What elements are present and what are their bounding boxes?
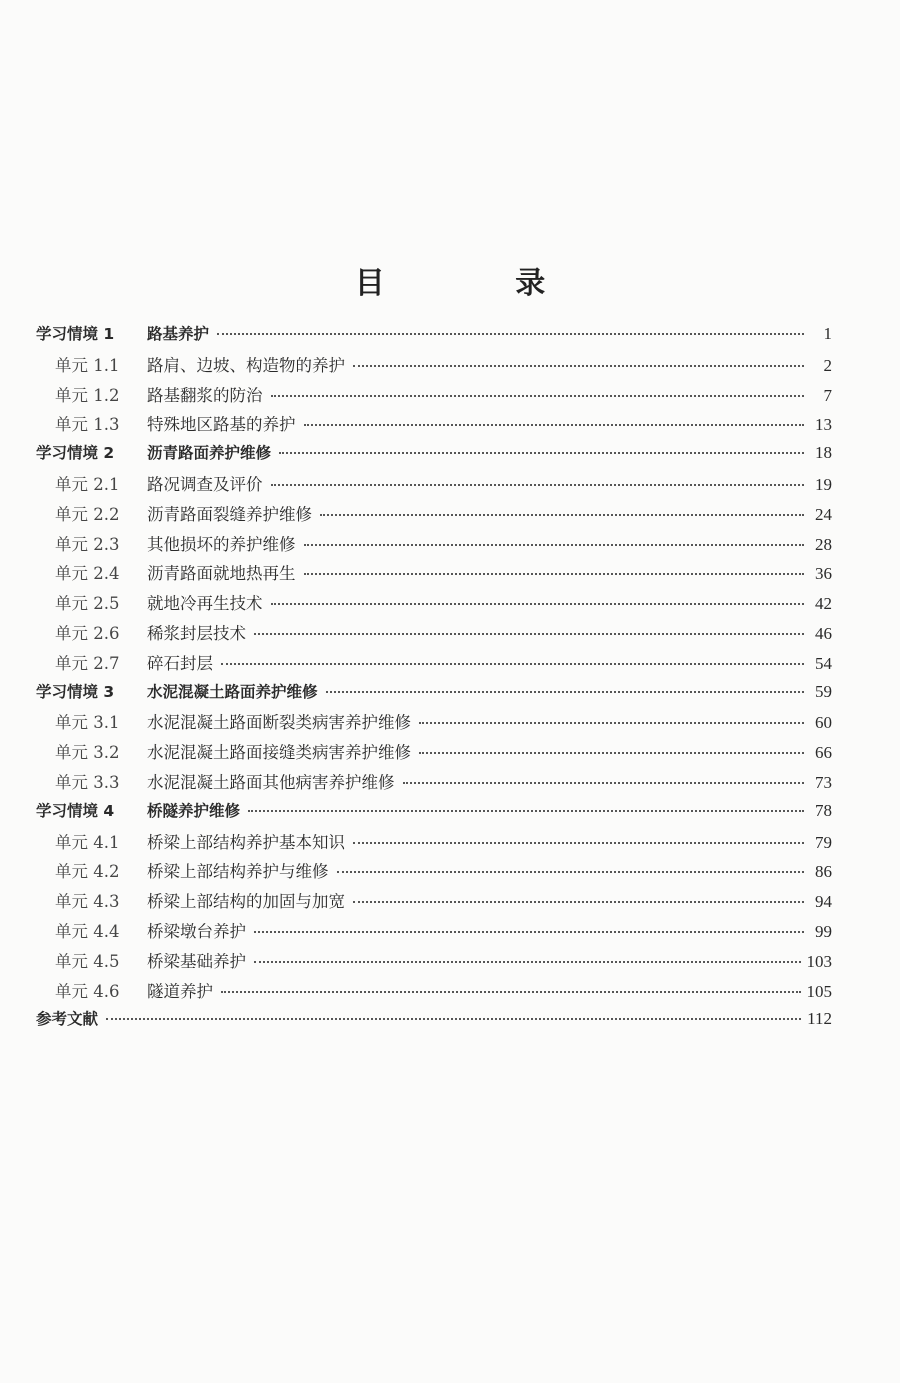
toc-unit-entry[interactable] (36, 888, 832, 918)
toc-unit-entry[interactable] (36, 829, 832, 859)
entry-label: 单元 2.2 (55, 504, 120, 524)
entry-page-number: 36 (815, 564, 832, 584)
entry-label: 单元 4.1 (55, 832, 120, 852)
entry-title: 其他损坏的养护维修 (147, 534, 296, 554)
entry-page-number: 42 (815, 594, 832, 614)
entry-label: 单元 3.1 (55, 713, 120, 733)
entry-page-number: 99 (815, 921, 832, 941)
toc-unit-entry[interactable] (36, 382, 832, 412)
entry-title: 桥梁上部结构养护与维修 (147, 862, 329, 882)
entry-page-number: 2 (823, 355, 832, 375)
entry-title: 水泥混凝土路面养护维修 (147, 682, 318, 701)
toc-unit-entry[interactable] (36, 352, 832, 382)
toc-unit-entry[interactable] (36, 590, 832, 620)
entry-page-number: 78 (815, 800, 832, 820)
toc-chapter-entry[interactable] (36, 1007, 832, 1037)
dot-leader (254, 931, 804, 933)
entry-label: 单元 2.4 (55, 564, 120, 584)
toc-unit-entry[interactable] (36, 769, 832, 799)
entry-page-number: 19 (815, 474, 832, 494)
dot-leader (337, 871, 805, 873)
dot-leader (279, 452, 804, 454)
dot-leader (320, 514, 804, 516)
toc-unit-entry[interactable] (36, 858, 832, 888)
entry-page-number: 103 (806, 951, 832, 971)
entry-title: 特殊地区路基的养护 (147, 415, 296, 435)
toc-unit-entry[interactable] (36, 948, 832, 978)
toc-chapter-entry[interactable] (36, 799, 832, 829)
dot-leader (271, 603, 805, 605)
entry-label: 单元 2.6 (55, 623, 120, 643)
toc-unit-entry[interactable] (36, 918, 832, 948)
toc-unit-entry[interactable] (36, 560, 832, 590)
entry-label: 单元 2.5 (55, 594, 120, 614)
entry-title: 沥青路面养护维修 (147, 444, 272, 463)
entry-title: 桥隧养护维修 (147, 801, 241, 820)
entry-title: 就地冷再生技术 (147, 594, 263, 614)
entry-page-number: 18 (815, 443, 832, 463)
entry-title: 稀浆封层技术 (147, 623, 246, 643)
toc-chapter-entry[interactable] (36, 322, 832, 352)
entry-page-number: 73 (815, 772, 832, 792)
entry-title: 参考文献 (36, 1010, 99, 1029)
entry-label: 单元 2.3 (55, 534, 120, 554)
dot-leader (419, 722, 804, 724)
dot-leader (221, 991, 801, 993)
dot-leader (419, 752, 804, 754)
entry-title: 沥青路面裂缝养护维修 (147, 504, 312, 524)
entry-page-number: 28 (815, 534, 832, 554)
entry-label: 学习情境 1 (36, 325, 115, 343)
dot-leader (304, 424, 805, 426)
dot-leader (217, 333, 804, 335)
entry-label: 学习情境 2 (36, 444, 115, 463)
entry-label: 学习情境 4 (36, 801, 115, 820)
entry-page-number: 54 (815, 653, 832, 673)
entry-page-number: 79 (815, 832, 832, 852)
entry-label: 单元 4.4 (55, 921, 120, 941)
table-of-contents (36, 322, 832, 1037)
dot-leader (304, 573, 805, 575)
page-title: 目 录 (354, 266, 606, 301)
entry-title: 桥梁墩台养护 (147, 921, 246, 941)
toc-unit-entry[interactable] (36, 739, 832, 769)
dot-leader (353, 365, 804, 367)
entry-page-number: 24 (815, 504, 832, 524)
entry-page-number: 7 (823, 385, 832, 405)
dot-leader (248, 810, 804, 812)
dot-leader (221, 663, 804, 665)
entry-page-number: 94 (815, 892, 832, 912)
dot-leader (353, 901, 804, 903)
dot-leader (106, 1018, 801, 1020)
toc-unit-entry[interactable] (36, 978, 832, 1008)
toc-unit-entry[interactable] (36, 709, 832, 739)
entry-title: 水泥混凝土路面接缝类病害养护维修 (147, 743, 411, 763)
entry-page-number: 13 (815, 415, 832, 435)
entry-title: 路肩、边坡、构造物的养护 (147, 355, 345, 375)
entry-title: 水泥混凝土路面其他病害养护维修 (147, 772, 395, 792)
entry-label: 单元 4.5 (55, 951, 120, 971)
toc-chapter-entry[interactable] (36, 680, 832, 710)
entry-label: 单元 4.2 (55, 862, 120, 882)
entry-title: 路况调查及评价 (147, 474, 263, 494)
entry-title: 路基养护 (147, 325, 210, 343)
entry-page-number: 105 (806, 981, 832, 1001)
entry-title: 桥梁上部结构的加固与加宽 (147, 892, 345, 912)
toc-unit-entry[interactable] (36, 531, 832, 561)
entry-title: 路基翻浆的防治 (147, 385, 263, 405)
toc-unit-entry[interactable] (36, 471, 832, 501)
entry-page-number: 60 (815, 713, 832, 733)
entry-title: 碎石封层 (147, 653, 213, 673)
entry-label: 单元 1.2 (55, 385, 120, 405)
entry-label: 单元 2.7 (55, 653, 120, 673)
entry-page-number: 112 (807, 1009, 832, 1029)
entry-label: 学习情境 3 (36, 682, 115, 701)
entry-page-number: 46 (815, 623, 832, 643)
entry-label: 单元 1.3 (55, 415, 120, 435)
entry-title: 沥青路面就地热再生 (147, 564, 296, 584)
dot-leader (271, 395, 805, 397)
entry-label: 单元 2.1 (55, 474, 120, 494)
dot-leader (271, 484, 805, 486)
entry-label: 单元 3.2 (55, 743, 120, 763)
entry-label: 单元 1.1 (55, 355, 120, 375)
entry-page-number: 59 (815, 681, 832, 701)
toc-unit-entry[interactable] (36, 620, 832, 650)
entry-title: 桥梁基础养护 (147, 951, 246, 971)
entry-title: 桥梁上部结构养护基本知识 (147, 832, 345, 852)
toc-unit-entry[interactable] (36, 650, 832, 680)
entry-label: 单元 4.6 (55, 981, 120, 1001)
entry-page-number: 1 (823, 324, 832, 343)
dot-leader (326, 691, 804, 693)
entry-label: 单元 4.3 (55, 892, 120, 912)
dot-leader (403, 782, 805, 784)
entry-label: 单元 3.3 (55, 772, 120, 792)
entry-title: 隧道养护 (147, 981, 213, 1001)
dot-leader (254, 961, 801, 963)
toc-unit-entry[interactable] (36, 501, 832, 531)
toc-unit-entry[interactable] (36, 411, 832, 441)
entry-page-number: 66 (815, 743, 832, 763)
entry-page-number: 86 (815, 862, 832, 882)
entry-title: 水泥混凝土路面断裂类病害养护维修 (147, 713, 411, 733)
dot-leader (304, 544, 805, 546)
toc-chapter-entry[interactable] (36, 441, 832, 471)
dot-leader (353, 842, 804, 844)
dot-leader (254, 633, 804, 635)
